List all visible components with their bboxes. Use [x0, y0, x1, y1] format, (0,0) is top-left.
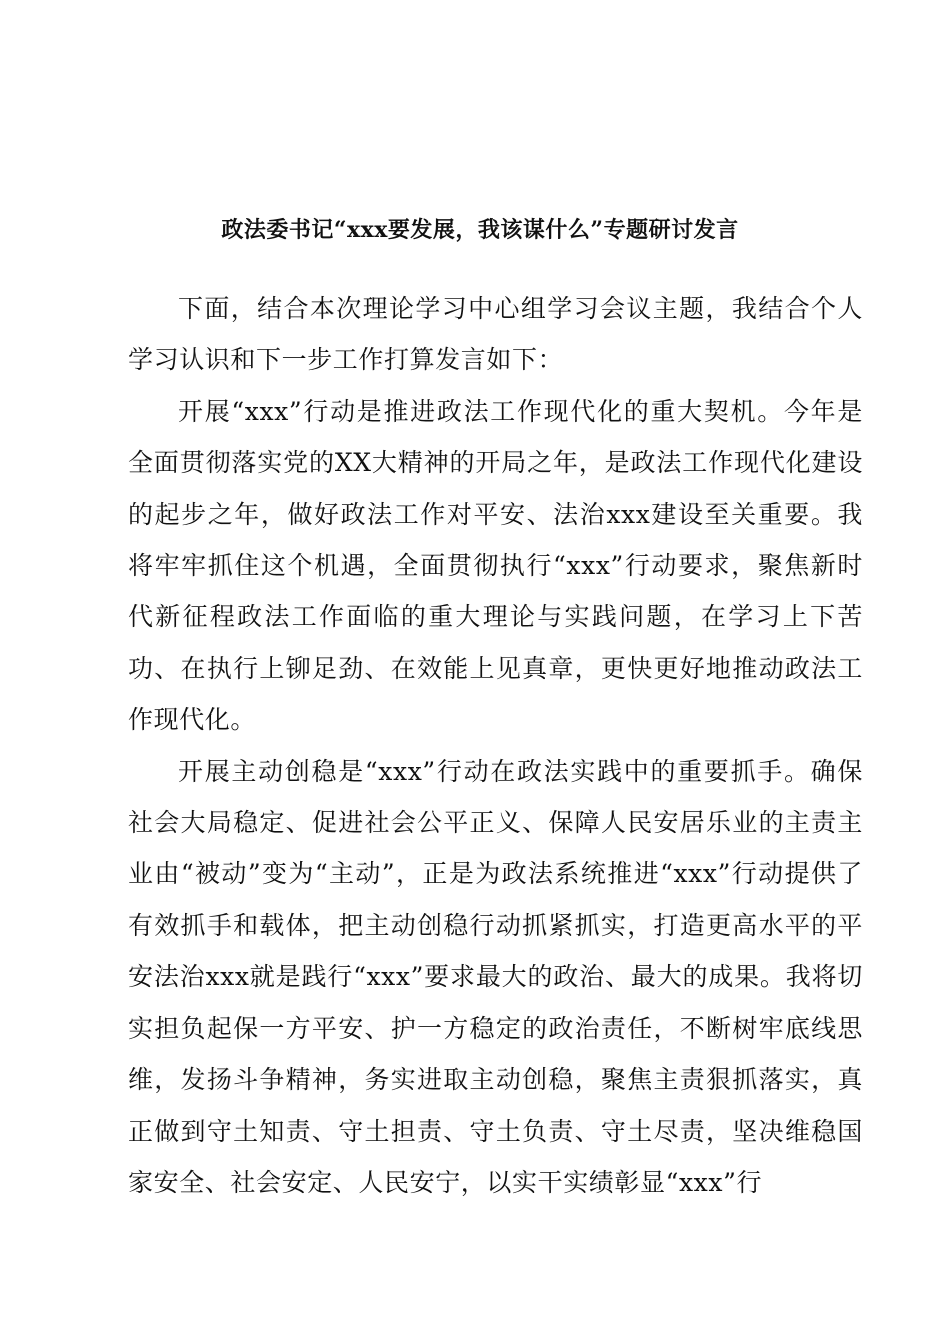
paragraph-intro: 下面，结合本次理论学习中心组学习会议主题，我结合个人学习认识和下一步工作打算发言如下：: [128, 294, 863, 375]
paragraph-xxx-action: 开展“xxx”行动是推进政法工作现代化的重大契机。今年是全面贯彻落实党的XX大精神的开局之年，是政法工作现代化建设的起步之年，做好政法工作对平安、法治xxx建设至关重要。我将牢牢抓住这个机遇，全面贯彻执行“xxx”行动要求，聚焦新时代新征程政法工作面临的重大理论与实践问题，在学习上下苦功、在执行上铆足劲、在效能上见真章，更快更好地推动政法工作现代化。: [128, 396, 863, 735]
paragraph-active-stability: 开展主动创稳是“xxx”行动在政法实践中的重要抓手。确保社会大局稳定、促进社会公平正义、保障人民安居乐业的主责主业由“被动”变为“主动”，正是为政法系统推进“xxx”行动提供了有效抓手和载体，把主动创稳行动抓紧抓实，打造更高水平的平安法治xxx就是践行“xxx”要求最大的政治、最大的成果。我将切实担负起保一方平安、护一方稳定的政治责任，不断树牢底线思维，发扬斗争精神，务实进取主动创稳，聚焦主责狠抓落实，真正做到守土知责、守土担责、守土负责、守土尽责，坚决维稳国家安全、社会安定、人民安宁，以实干实绩彰显“xxx”行: [128, 756, 863, 1197]
document-body: [128, 283, 863, 1208]
document-title: 政法委书记“xxx要发展，我该谋什么”专题研讨发言: [221, 217, 739, 243]
